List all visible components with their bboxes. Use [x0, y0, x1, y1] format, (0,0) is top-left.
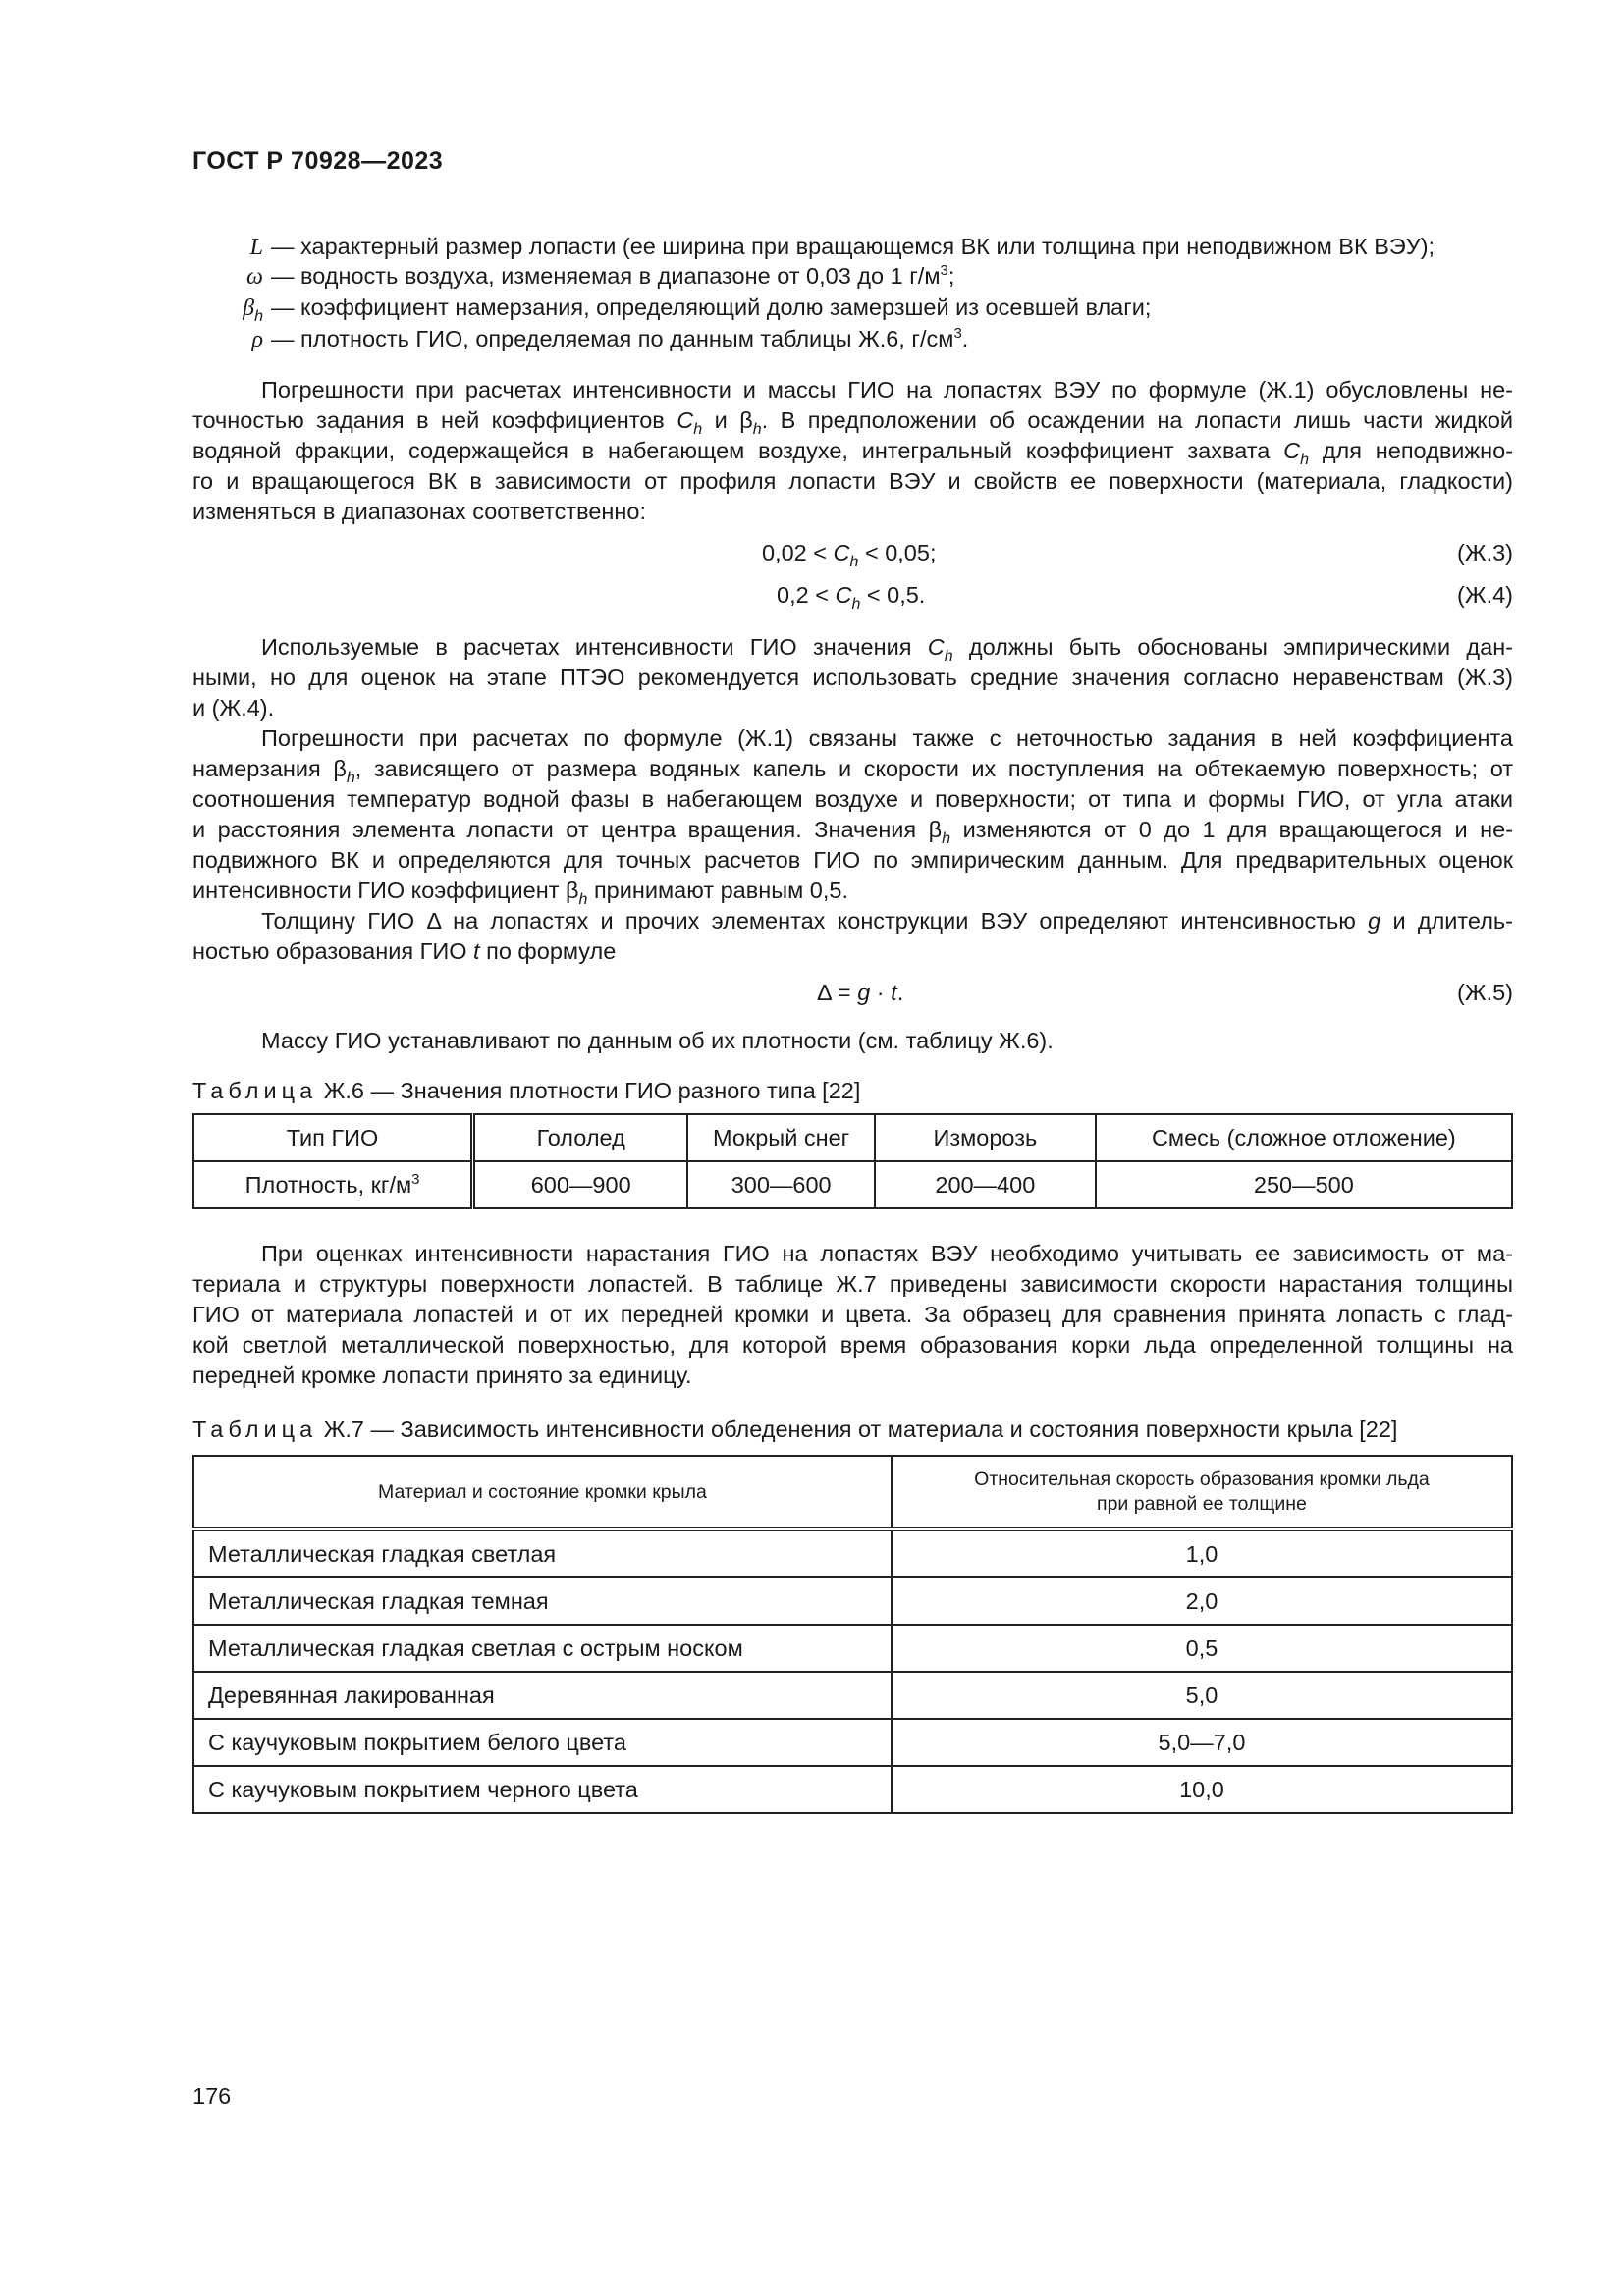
table-row: С каучуковым покрытием белого цвета 5,0—7,0	[193, 1719, 1512, 1766]
table-zh6-caption: Таблица Ж.6 — Значения плотности ГИО разного типа [22]	[192, 1078, 861, 1103]
symbol-beta: β	[243, 295, 255, 321]
symbol-L: L	[249, 235, 263, 260]
table-header-row: Материал и состояние кромки крыла Относительная скорость образования кромки льда при равной ее толщине	[193, 1456, 1512, 1529]
definition-rho: ρ — плотность ГИО, определяемая по данным таблицы Ж.6, $г/см^3$.	[251, 325, 969, 352]
table-row: Металлическая гладкая темная 2,0	[193, 1577, 1512, 1625]
equation-zh5-number: (Ж.5)	[1457, 980, 1513, 1005]
equation-zh4-number: (Ж.4)	[1457, 582, 1513, 608]
equation-zh3-number: (Ж.3)	[1457, 540, 1513, 565]
page-number: 176	[192, 2083, 232, 2109]
table-zh6	[192, 1113, 1513, 1209]
document-page: ГОСТ Р 70928—2023 L — характерный размер лопасти (ее ширина при вращающемся ВК или толщина при неподвижном ВК ВЭУ); ω — водность воздуха, изменяемая в диапазоне от 0,03 до 1 $г/м^3$; $\beta_h$ — коэффициент намерзания, определяющий долю замерзшей из осевшей влаги; ρ — плотность ГИО, определяемая по данным таблицы Ж.6, $г/см^3$. Погрешности при расчетах интенсивности и массы ГИО на лопастях ВЭУ по формуле (Ж.1) обусловлены не- точностью задания в ней коэффициентов $C_h$ и $\beta_h$. В предположении об осаждении на лопасти лишь части жидкой водяной фракции, содержащейся в набегающем воздухе, интегральный коэффициент захвата $C_h$ для неподвижно- го и вращающегося ВК в зависимости от профиля лопасти ВЭУ и свойств ее поверхности (материала, гладкости) изменяться в диапазонах соответственно: $0,02 < C_h < 0,05$; (Ж.3) $0,2 < C_h < 0,5$. (Ж.4) Используемые в расчетах интенсивности ГИО значения $C_h$ должны быть обоснованы эмпирическими дан- ными, но для оценок на этапе ПТЭО рекомендуется использовать средние значения согласно неравенствам (Ж.3) и (Ж.4). Погрешности при расчетах по формуле (Ж.1) связаны также с неточностью задания в ней коэффициента намерзания $\beta_h$, зависящего от размера водяных капель и скорости их поступления на обтекаемую поверхность; от соотношения температур водной фазы в набегающем воздухе и поверхности; от типа и формы ГИО, от угла атаки и расстояния элемента лопасти от центра вращения. Значения $\beta_h$ изменяются от 0 до 1 для вращающегося и не- подвижного ВК и определяются для точных расчетов ГИО по эмпирическим данным. Для предварительных оценок интенсивности ГИО коэффициент $\beta_h$ принимают равным 0,5. Толщину ГИО Δ на лопастях и прочих элементах конструкции ВЭУ определяют интенсивностью g и длитель- ностью образования ГИО t по формуле Δ = g · t. (Ж.5) Массу ГИО устанавливают по данным об их плотности (см. таблицу Ж.6). Таблица Ж.6 — Значения плотности ГИО разного типа [22] Тип ГИО Гололед Мокрый снег Изморозь Смесь (сложное отложение) Плотность, $кг/м^3$ 600—900 300—600 200—400 250—500 При оценках интенсивности нарастания ГИО на лопастях ВЭУ необходимо учитывать ее зависимость от ма- териала и структуры поверхности лопастей. В таблице Ж.7 приведены зависимости скорости нарастания толщины ГИО от материала лопастей и от их передней кромки и цвета. За образец для сравнения принята лопасть с глад- кой светлой металлической поверхностью, для которой время образования корки льда определенной толщины на передней кромке лопасти принято за единицу. Таблица Ж.7 — Зависимость интенсивности обледенения от материала и состояния поверхности крыла [22] Материал и состояние кромки крыла Относительная скорость образования кромки льда при равной ее толщине Металлическая гладкая светлая 1,0 Металлическая гладкая темная 2,0 Металлическая гладкая светлая с острым носком 0,5 Деревянная лакированная 5,0 С каучуковым покрытием белого цвета 5,0—7,0 С каучуковым покрытием черного цвета 10,0 176	[192, 147, 1514, 2109]
table-row: Тип ГИО Гололед Мокрый снег Изморозь Смесь (сложное отложение)	[193, 1114, 1512, 1161]
symbol-rho: ρ	[251, 327, 263, 352]
table-row: Деревянная лакированная 5,0	[193, 1672, 1512, 1719]
definition-L: L — характерный размер лопасти (ее ширина при вращающемся ВК или толщина при неподвижном ВК ВЭУ);	[249, 234, 1435, 260]
table-row: Металлическая гладкая светлая 1,0	[193, 1529, 1512, 1577]
table-zh7	[192, 1455, 1513, 1814]
document-header-code: ГОСТ Р 70928—2023	[192, 147, 444, 175]
table-row: Плотность, $кг/м^3$ 600—900 300—600 200—400 250—500	[193, 1161, 1512, 1208]
definition-omega: ω — водность воздуха, изменяемая в диапазоне от 0,03 до 1 $г/м^3$;	[246, 262, 955, 290]
equation-zh4: $0,2 < C_h < 0,5$.	[777, 582, 926, 613]
table-zh7-caption: Таблица Ж.7 — Зависимость интенсивности обледенения от материала и состояния поверхности крыла [22]	[192, 1416, 1398, 1442]
table-row: Металлическая гладкая светлая с острым носком 0,5	[193, 1625, 1512, 1672]
equation-zh5: Δ = g · t.	[817, 980, 904, 1005]
equation-zh3: $0,02 < C_h < 0,05$;	[762, 540, 937, 570]
table-row: С каучуковым покрытием черного цвета 10,0	[193, 1766, 1512, 1813]
paragraph-mass: Массу ГИО устанавливают по данным об их плотности (см. таблицу Ж.6).	[261, 1028, 1054, 1053]
definition-beta-h: $\beta_h$ — коэффициент намерзания, определяющий долю замерзшей из осевшей влаги;	[243, 294, 1152, 325]
symbol-omega: ω	[246, 264, 263, 290]
